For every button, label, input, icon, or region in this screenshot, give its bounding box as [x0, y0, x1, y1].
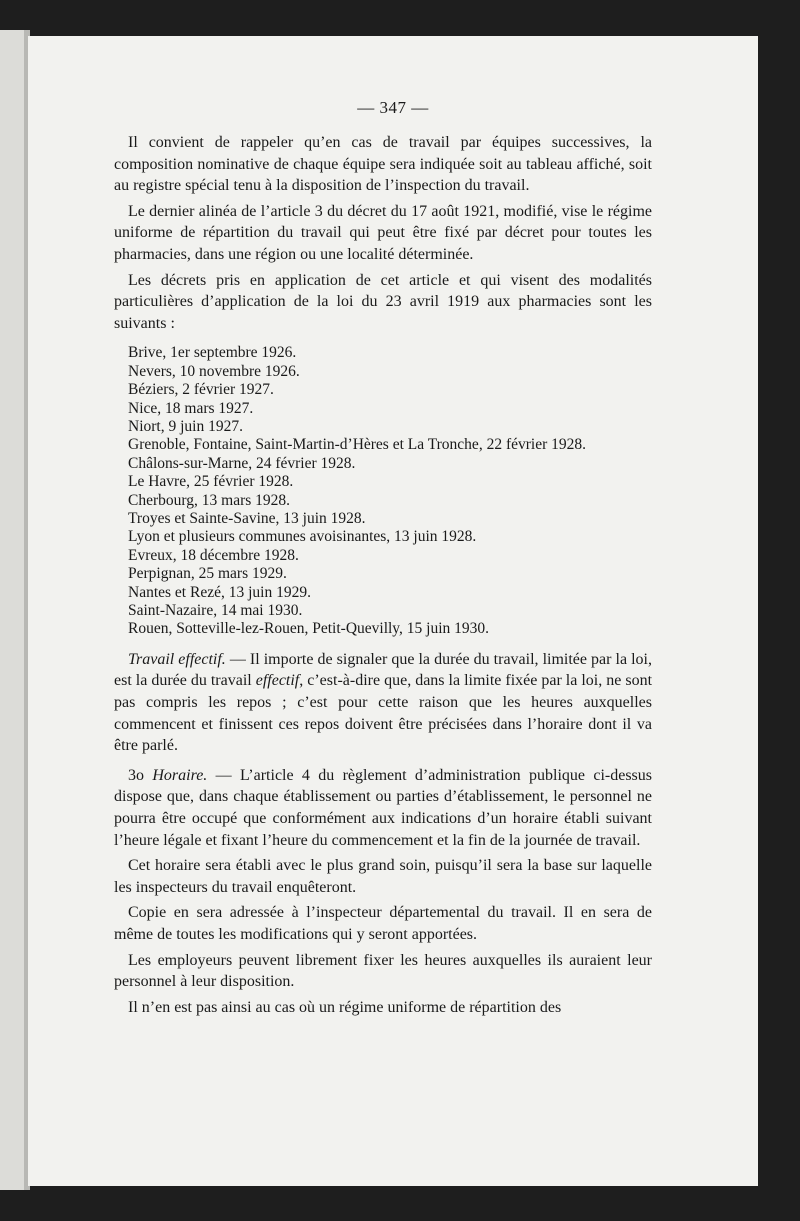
decree-list [114, 344, 652, 639]
horaire-text: — L’article 4 du règlement d’administration publique ci-dessus dispose que, dans chaque établissement ou parties d’établissement, le personnel ne pourra être occupé que conformément aux indications d’un horaire établi suivant l’heure légale et fixant l’heure du commencement et la fin de la journée de travail. [114, 766, 652, 849]
list-item: Lyon et plusieurs communes avoisinantes, 13 juin 1928. [128, 528, 477, 546]
paragraph-regime-uniforme: Il n’en est pas ainsi au cas où un régime uniforme de répartition des [128, 998, 562, 1016]
list-item: Niort, 9 juin 1927. [128, 417, 243, 435]
list-item: Brive, 1er septembre 1926. [128, 344, 297, 362]
section-title-horaire: Horaire. [152, 766, 208, 784]
list-item: Perpignan, 25 mars 1929. [128, 565, 287, 583]
emphasis-effectif: effectif [255, 672, 300, 690]
list-item: Cherbourg, 13 mars 1928. [128, 491, 291, 509]
page-body [114, 132, 652, 1022]
paragraph-copie: Copie en sera adressée à l’inspecteur départemental du travail. Il en sera de même de toutes les modifications qui y seront apportées. [114, 904, 652, 943]
paragraph-horaire-soin: Cet horaire sera établi avec le plus grand soin, puisqu’il sera la base sur laquelle les inspecteurs du travail enquêteront. [114, 857, 652, 896]
section-title-travail-effectif: Travail effectif. [128, 650, 226, 668]
paragraph-employeurs: Les employeurs peuvent librement fixer les heures auxquelles ils auraient leur personnel à leur disposition. [114, 951, 652, 991]
paragraph-decrets-intro: Les décrets pris en application de cet article et qui visent des modalités particulières d’application de la loi du 23 avril 1919 aux pharmacies sont les suivants : [114, 271, 652, 332]
section-number: 3o [128, 766, 153, 784]
list-item: Nantes et Rezé, 13 juin 1929. [128, 583, 311, 601]
list-item: Châlons-sur-Marne, 24 février 1928. [128, 454, 356, 472]
document-page [28, 36, 758, 1186]
travail-effectif-text-end: , c’est-à-dire que, dans la limite fixée par la loi, ne sont pas compris les repos ; c’est pour cette raison que les heures auxquelles commencent et finissent ces repos doivent être précisées dans l’horaire dont il va être parlé. [114, 672, 653, 755]
list-item: Troyes et Sainte-Savine, 13 juin 1928. [128, 510, 366, 527]
paragraph-horaire [114, 765, 652, 851]
list-item: Rouen, Sotteville-lez-Rouen, Petit-Quevilly, 15 juin 1930. [128, 620, 490, 638]
left-page-edge [0, 30, 25, 1190]
page-number: — 347 — [357, 98, 429, 117]
list-item: Grenoble, Fontaine, Saint-Martin-d’Hères et La Tronche, 22 février 1928. [128, 436, 586, 454]
list-item: Saint-Nazaire, 14 mai 1930. [128, 602, 303, 620]
list-item: Le Havre, 25 février 1928. [128, 473, 294, 491]
list-item: Béziers, 2 février 1927. [128, 381, 274, 399]
paragraph-equipes: Il convient de rappeler qu’en cas de travail par équipes successives, la composition nominative de chaque équipe sera indiquée soit au tableau affiché, soit au registre spécial tenu à la disposition de l’inspection du travail. [114, 134, 652, 195]
list-item: Evreux, 18 décembre 1928. [128, 546, 299, 564]
travail-effectif-text-start: — Il importe de signaler que la durée du travail, limitée par la loi, est la durée du travail [114, 650, 652, 690]
paragraph-travail-effectif [114, 649, 652, 757]
paragraph-article-3: Le dernier alinéa de l’article 3 du décret du 17 août 1921, modifié, vise le régime uniforme de répartition du travail qui peut être fixé par décret pour toutes les pharmacies, dans une région ou une localité déterminée. [114, 202, 652, 263]
list-item: Nice, 18 mars 1927. [128, 399, 254, 417]
list-item: Nevers, 10 novembre 1926. [128, 362, 300, 380]
